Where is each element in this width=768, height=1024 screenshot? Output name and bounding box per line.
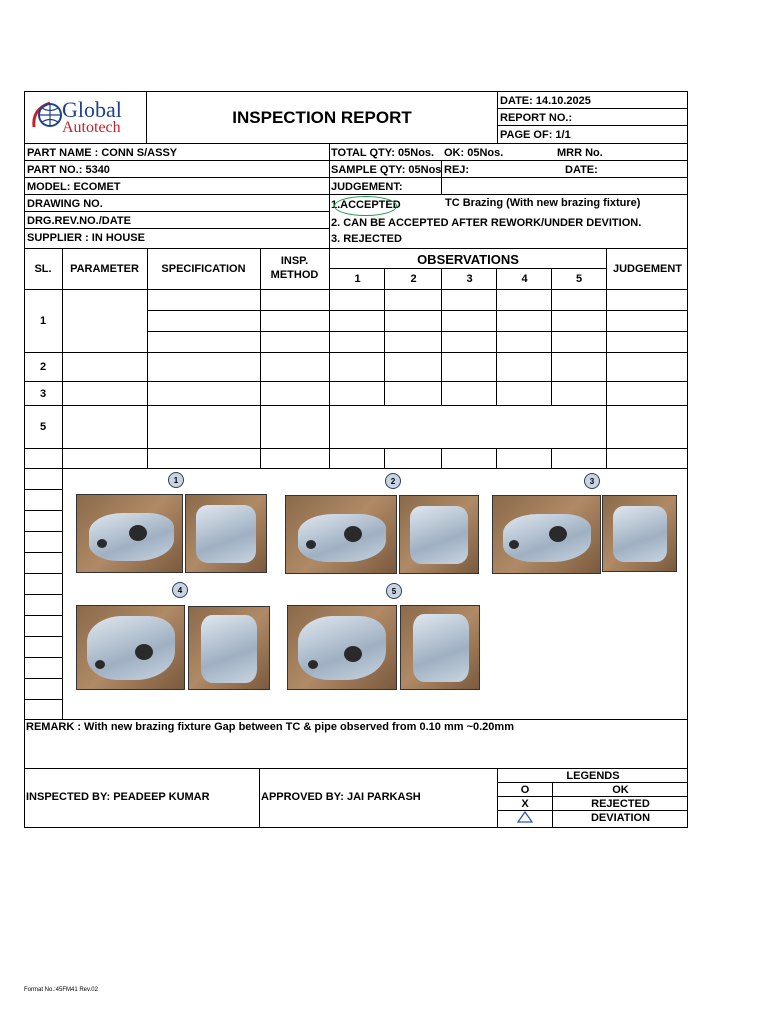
col-insp-2: METHOD (270, 269, 319, 281)
col-specification: SPECIFICATION (161, 263, 246, 275)
date-field: DATE: 14.10.2025 (500, 94, 591, 107)
legend-ok-symbol: O (520, 783, 530, 796)
globe-icon (30, 97, 64, 137)
legend-rejected-meaning: REJECTED (591, 797, 650, 810)
sample-5-photo-side (287, 605, 397, 690)
format-number: Format No.:45FM41 Rev.02 (24, 987, 98, 993)
logo-line2: Autotech (62, 119, 121, 136)
part-name: PART NAME : CONN S/ASSY (27, 146, 178, 159)
part-no: PART NO.: 5340 (27, 163, 110, 176)
legend-deviation-meaning: DEVIATION (590, 812, 651, 824)
drg-rev: DRG.REV.NO./DATE (27, 214, 131, 227)
rework-option: 2. CAN BE ACCEPTED AFTER REWORK/UNDER DEVITION. (331, 217, 642, 229)
rej-qty: REJ: (444, 164, 470, 176)
mrr-no: MRR No. (557, 147, 603, 159)
col-sl: SL. (34, 263, 52, 275)
inspected-by: INSPECTED BY: PEADEEP KUMAR (26, 791, 210, 803)
col-observations: OBSERVATIONS (417, 251, 519, 267)
obs-col-5: 5 (575, 273, 583, 285)
logo-line1: Global (62, 97, 122, 122)
legend-ok-meaning: OK (612, 783, 629, 796)
row-sl-1: 1 (39, 315, 47, 327)
company-logo (26, 93, 146, 143)
sample-label-5: 5 (386, 583, 402, 599)
approved-by: APPROVED BY: JAI PARKASH (261, 791, 421, 803)
row-sl-3: 3 (39, 387, 47, 400)
sample-label-4: 4 (172, 582, 188, 598)
sample-2-photo-side (285, 495, 397, 574)
obs-col-3: 3 (466, 273, 473, 285)
triangle-icon (517, 811, 533, 823)
sample-3-photo-side (492, 495, 601, 574)
col-parameter: PARAMETER (70, 263, 139, 275)
sample-label-3: 3 (584, 473, 600, 489)
obs-col-1: 1 (354, 273, 361, 285)
sample-1-photo-side (76, 494, 183, 573)
model: MODEL: ECOMET (27, 180, 121, 193)
tc-brazing-note: TC Brazing (With new brazing fixture) (445, 197, 641, 209)
row-sl-5: 5 (39, 421, 47, 433)
sample-4-photo-side (76, 605, 185, 690)
sample-2-photo-top (399, 495, 479, 574)
accepted-option: 1.ACCEPTED (331, 199, 401, 211)
remark: REMARK : With new brazing fixture Gap between TC & pipe observed from 0.10 mm ~0.20mm (26, 721, 514, 733)
legend-rejected-symbol: X (521, 797, 529, 810)
drawing-no: DRAWING NO. (27, 197, 103, 210)
sample-label-2: 2 (385, 473, 401, 489)
ok-qty: OK: 05Nos. (444, 147, 504, 159)
supplier: SUPPLIER : IN HOUSE (27, 232, 145, 244)
sample-3-photo-top (602, 495, 677, 572)
col-judgement: JUDGEMENT (612, 263, 683, 275)
obs-col-2: 2 (410, 273, 417, 285)
rejected-option: 3. REJECTED (331, 233, 402, 245)
sample-label-1: 1 (168, 472, 184, 488)
total-qty: TOTAL QTY: 05Nos. (331, 147, 435, 159)
report-no-field: REPORT NO.: (500, 111, 573, 124)
sample-5-photo-top (400, 605, 480, 690)
page-title: INSPECTION REPORT (232, 107, 412, 127)
sample-qty: SAMPLE QTY: 05Nos (331, 164, 442, 176)
legends-title: LEGENDS (566, 769, 620, 782)
sample-4-photo-top (188, 606, 270, 690)
page-of-field: PAGE OF: 1/1 (500, 128, 571, 141)
accepted-circle-mark (334, 196, 397, 216)
sample-1-photo-top (185, 494, 267, 573)
obs-col-4: 4 (521, 273, 528, 285)
date-2: DATE: (565, 164, 598, 176)
judgement-label: JUDGEMENT: (331, 181, 403, 193)
col-insp-1: INSP. (280, 255, 309, 267)
row-sl-2: 2 (39, 361, 47, 373)
